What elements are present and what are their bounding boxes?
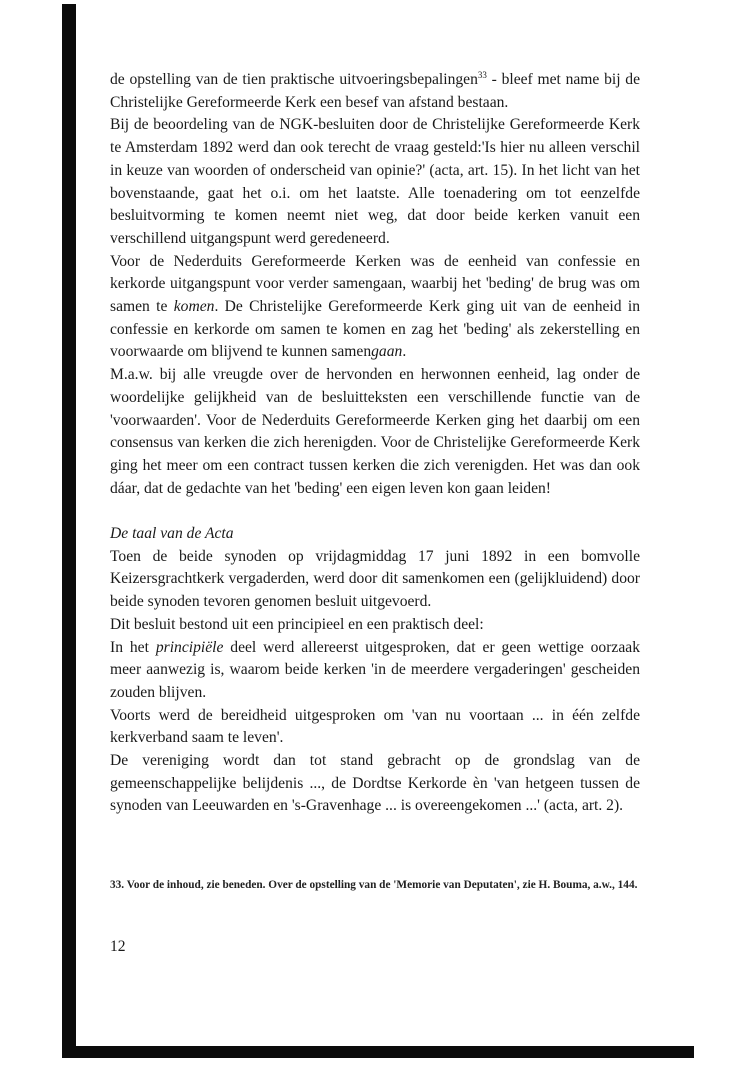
footnote-marker: 33 bbox=[477, 69, 487, 80]
scan-border-left bbox=[62, 4, 76, 1054]
paragraph: de opstelling van de tien praktische uitvoeringsbepalingen$^{33}$ - bleef met name bij de Christelijke Gereformeerde Kerk een besef van afstand bestaan. bbox=[110, 69, 640, 111]
footnote: 33. Voor de inhoud, zie beneden. Over de opstelling van de 'Memorie van Deputaten', zie H. Bouma, a.w., 144. bbox=[110, 879, 638, 891]
paragraph: De vereniging wordt dan tot stand gebracht op de grondslag van de gemeenschappelijke belijdenis ..., de Dordtse Kerkorde èn 'van hetgeen tussen de synoden van Leeuwarden en 's-Gravenhage ... is overeengekomen ...' (acta, art. 2). bbox=[110, 752, 640, 815]
page-body bbox=[110, 69, 640, 818]
paragraph: Bij de beoordeling van de NGK-besluiten door de Christelijke Gereformeerde Kerk te Amsterdam 1892 werd dan ook terecht de vraag gesteld:'Is hier nu alleen verschil in keuze van woorden of onderscheid van opinie?' (acta, art. 15). In het licht van het bovenstaande, gaat het o.i. om het laatste. Alle toenadering om tot eenzelfde besluitvorming te komen neemt niet weg, dat door beide kerken vanuit een verschillend uitgangspunt werd geredeneerd. bbox=[110, 116, 640, 247]
section-heading: De taal van de Acta bbox=[110, 525, 234, 543]
paragraph: Toen de beide synoden op vrijdagmiddag 17 juni 1892 in een bomvolle Keizersgrachtkerk vergaderden, werd door dit samenkomen een (gelijkluidend) door beide synoden tevoren genomen besluit uitgevoerd. bbox=[110, 547, 640, 611]
paragraph-spacer bbox=[110, 500, 640, 523]
paragraph: In het principiële deel werd allereerst uitgesproken, dat er geen wettige oorzaak meer aanwezig is, waarom beide kerken 'in de meerdere vergaderingen' gescheiden zouden blijven. bbox=[110, 638, 640, 701]
emphasis: komen bbox=[173, 298, 215, 316]
scan-border-bottom bbox=[62, 1046, 694, 1058]
paragraph: M.a.w. bij alle vreugde over de hervonden en herwonnen eenheid, lag onder de woordelijke gelijkheid van de besluitteksten een verschillende functie van de 'voorwaarden'. Voor de Nederduits Gereformeerde Kerken ging het daarbij om een consensus van kerken die zich herenigden. Voor de Christelijke Gereformeerde Kerk ging het meer om een contract tussen kerken die zich verenigden. Het was dan ook dáar, dat de gedachte van het 'beding' een eigen leven kon gaan leiden! bbox=[110, 366, 640, 497]
emphasis: gaan bbox=[371, 343, 403, 361]
paragraph: Dit besluit bestond uit een principieel en een praktisch deel: bbox=[110, 615, 484, 633]
paragraph: Voor de Nederduits Gereformeerde Kerken was de eenheid van confessie en kerkorde uitgangspunt voor verder samengaan, waarbij het 'beding' de brug was om samen te komen. De Christelijke Gereformeerde Kerk ging uit van de eenheid in confessie en kerkorde om samen te komen en zag het 'beding' als zekerstelling en voorwaarde om blijvend te kunnen samengaan. bbox=[110, 252, 640, 361]
emphasis: principiële bbox=[155, 638, 224, 656]
paragraph: Voorts werd de bereidheid uitgesproken om 'van nu voortaan ... in één zelfde kerkverband saam te leven'. bbox=[110, 706, 640, 747]
page-number: 12 bbox=[110, 938, 126, 955]
